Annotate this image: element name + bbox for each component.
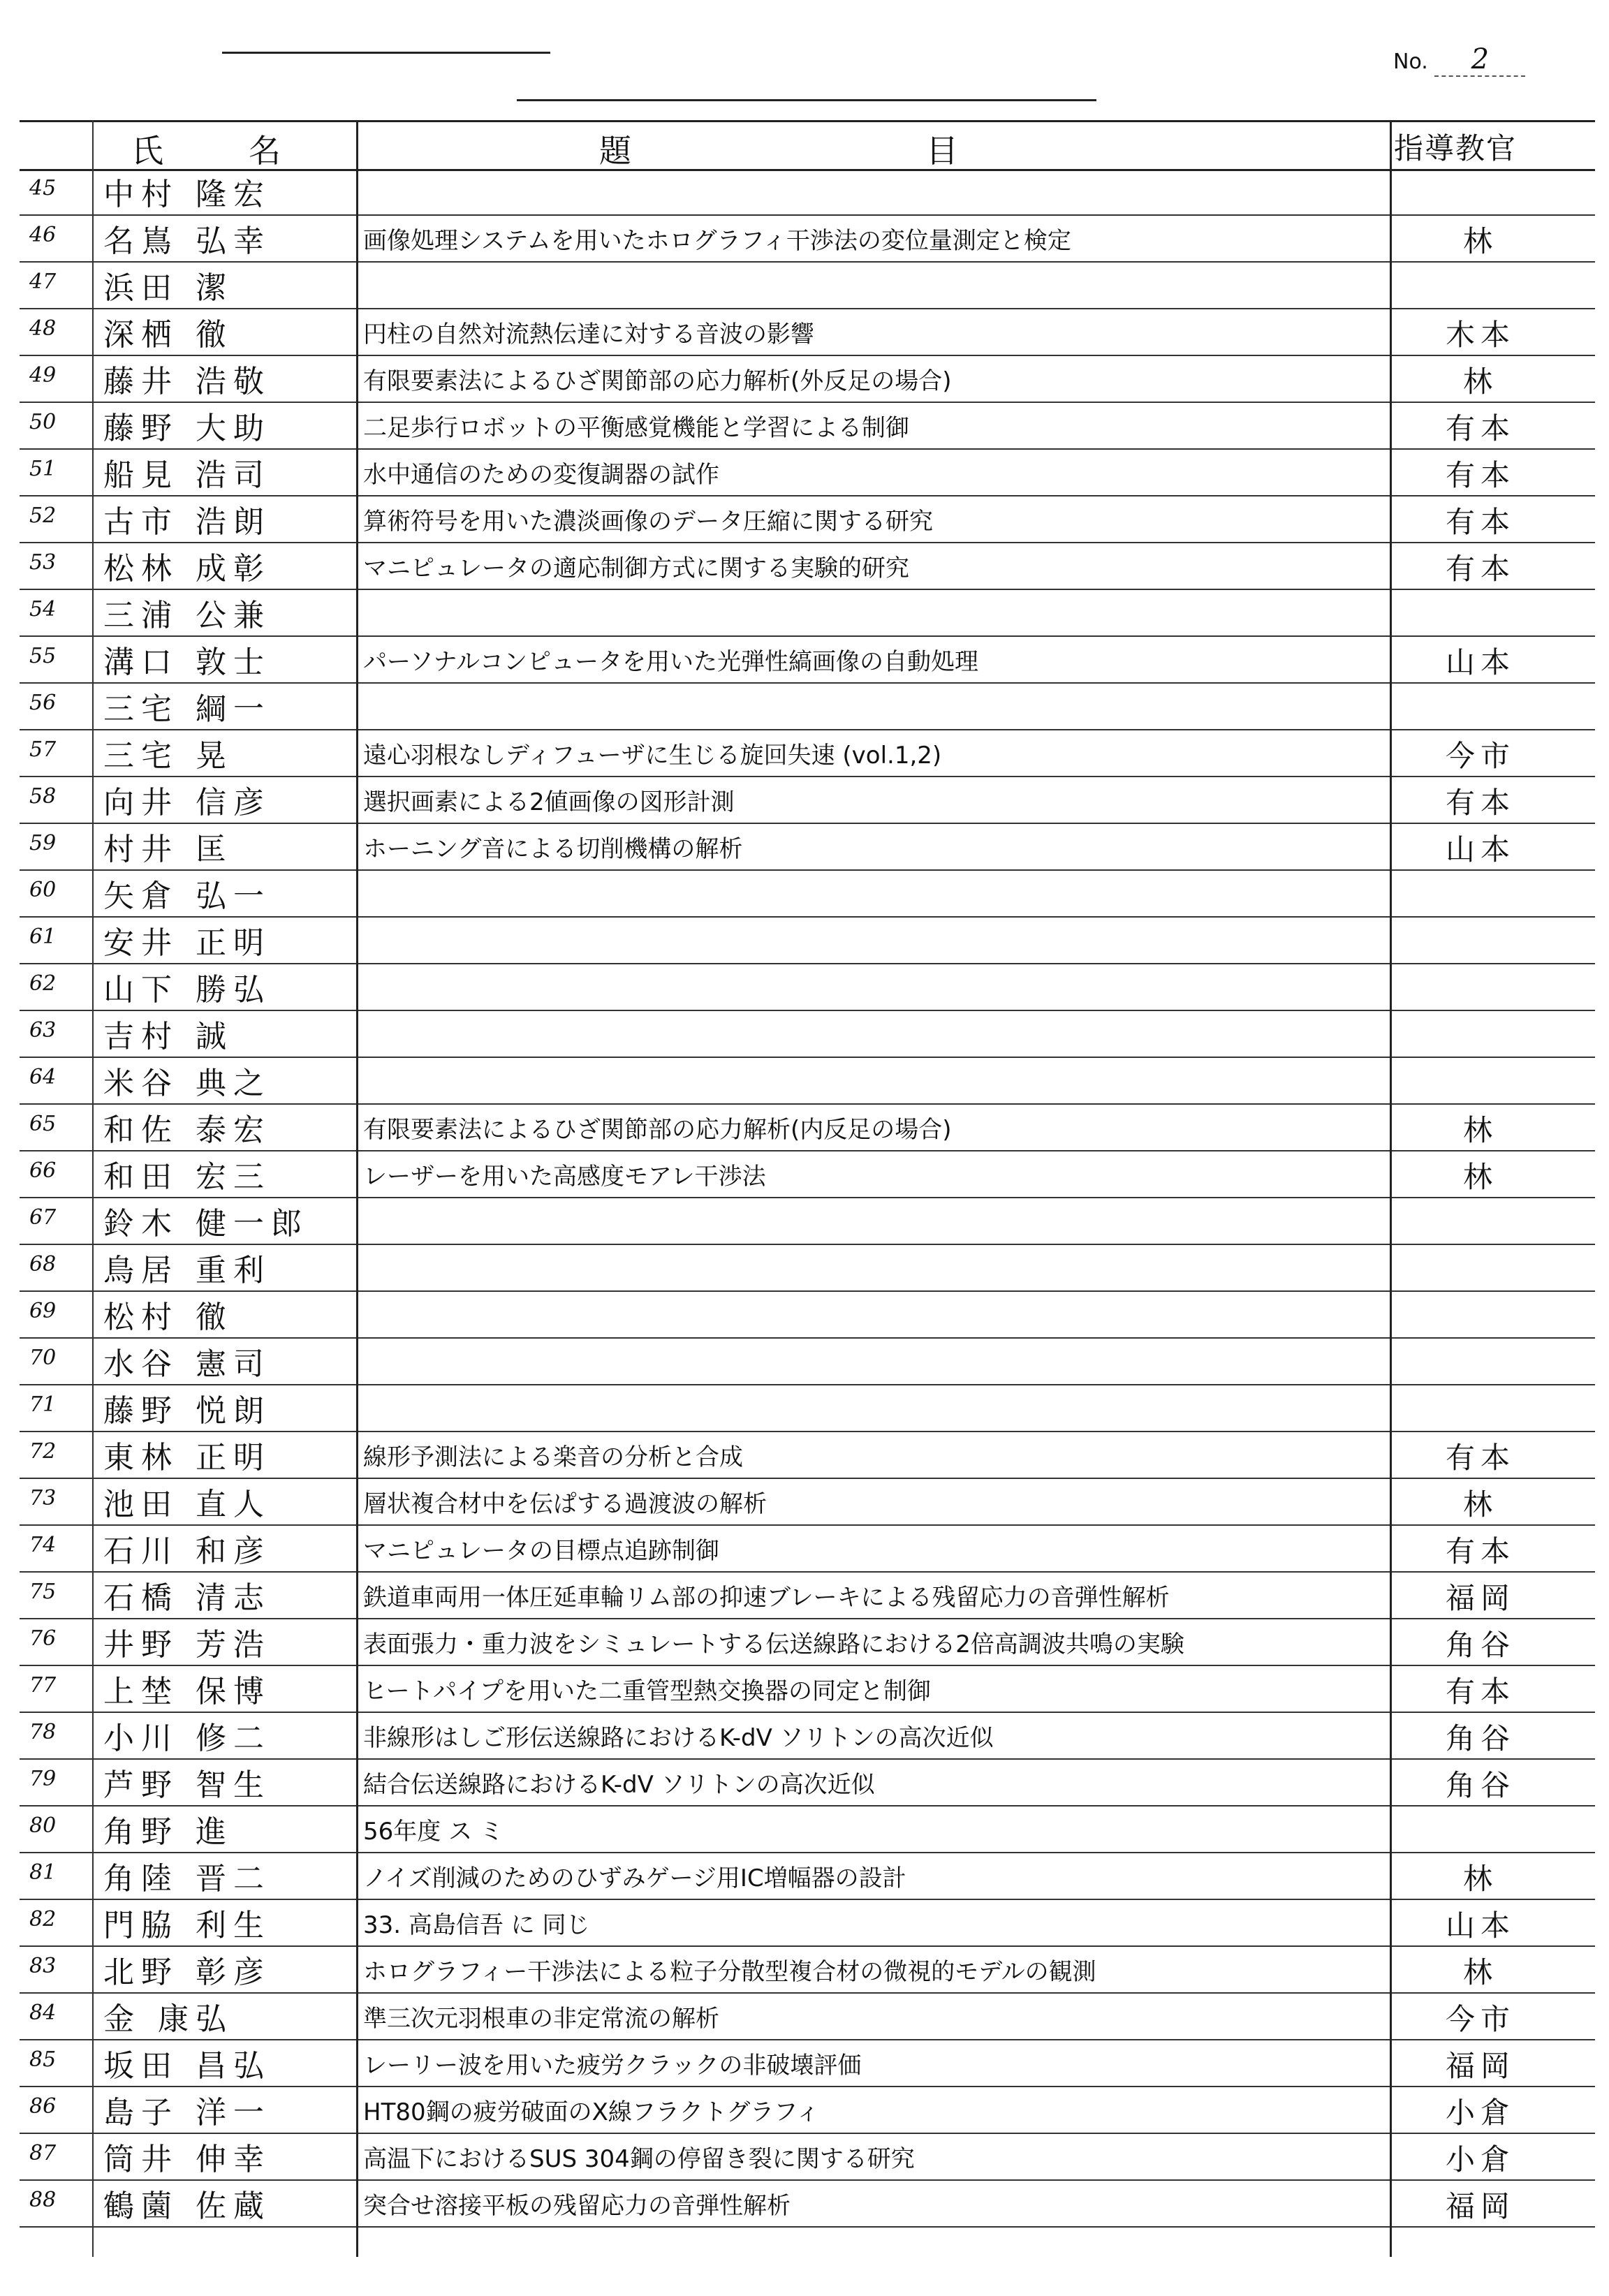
student-name: 北野 彰彦 [103, 1955, 271, 1990]
table-row [20, 356, 1595, 403]
row-number: 56 [29, 691, 57, 715]
row-number: 77 [29, 1673, 57, 1698]
student-name: 米谷 典之 [103, 1066, 271, 1101]
advisor-name: 山本 [1445, 832, 1515, 867]
row-number: 63 [29, 1018, 57, 1043]
student-name: 浜田 潔 [103, 270, 233, 306]
advisor-name: 木本 [1445, 318, 1515, 352]
student-name: 小川 修二 [103, 1721, 271, 1756]
student-name: 向井 信彦 [103, 785, 271, 820]
student-name: 筒井 伸幸 [103, 2142, 271, 2177]
thesis-title: 突合せ溶接平板の残留応力の音弾性解析 [363, 2192, 791, 2220]
thesis-title: 表面張力・重力波をシミュレートする伝送線路における2倍高調波共鳴の実験 [363, 1631, 1184, 1658]
header-title: 題 目 [599, 132, 960, 170]
table-row [20, 871, 1595, 918]
student-name: 和田 宏三 [103, 1159, 271, 1195]
student-name: 名嶌 弘幸 [103, 223, 271, 259]
row-number: 88 [29, 2188, 57, 2212]
row-number: 65 [29, 1112, 57, 1136]
header-name: 氏 名 [131, 132, 282, 170]
row-number: 74 [29, 1533, 57, 1557]
student-name: 池田 直人 [103, 1487, 271, 1522]
column-divider-number [92, 120, 94, 2257]
advisor-name: 有本 [1445, 1441, 1515, 1475]
row-number: 79 [29, 1767, 57, 1791]
student-name: 三宅 晃 [103, 738, 233, 774]
student-name: 山下 勝弘 [103, 972, 271, 1008]
row-number: 46 [29, 223, 57, 247]
thesis-title: 33. 高島信吾 に 同じ [363, 1911, 590, 1939]
row-number: 48 [29, 316, 57, 341]
student-name: 鶴薗 佐蔵 [103, 2188, 271, 2224]
row-number: 86 [29, 2094, 57, 2119]
header-advisor: 指導教官 [1394, 131, 1518, 165]
row-number: 84 [29, 2001, 57, 2025]
student-name: 東林 正明 [103, 1440, 271, 1476]
table-row [20, 1339, 1595, 1385]
student-name: 船見 浩司 [103, 457, 271, 493]
thesis-title: HT80鋼の疲労破面のX線フラクトグラフィ [363, 2098, 820, 2126]
thesis-title: 準三次元羽根車の非定常流の解析 [363, 2005, 719, 2033]
thesis-table [20, 120, 1595, 2257]
table-row [20, 1573, 1595, 1619]
table-row [20, 1385, 1595, 1432]
advisor-name: 有本 [1445, 505, 1515, 539]
row-number: 50 [29, 410, 57, 434]
thesis-title: パーソナルコンピュータを用いた光弾性縞画像の自動処理 [363, 648, 978, 676]
table-row [20, 964, 1595, 1011]
student-name: 門脇 利生 [103, 1908, 271, 1943]
table-row [20, 403, 1595, 450]
table-row [20, 730, 1595, 777]
table-row [20, 216, 1595, 263]
header-rule-left [222, 52, 550, 54]
advisor-name: 福岡 [1445, 1581, 1515, 1615]
table-row [20, 1853, 1595, 1900]
table-row [20, 918, 1595, 964]
row-number: 62 [29, 971, 57, 996]
thesis-title: 円柱の自然対流熱伝達に対する音波の影響 [363, 321, 814, 348]
page-number-value: 2 [1434, 43, 1525, 77]
table-row [20, 637, 1595, 684]
thesis-title: 画像処理システムを用いたホログラフィ干渉法の変位量測定と検定 [363, 227, 1071, 255]
row-number: 66 [29, 1158, 57, 1183]
table-row [20, 1432, 1595, 1479]
student-name: 村井 匡 [103, 832, 233, 867]
student-name: 水谷 憲司 [103, 1346, 271, 1382]
table-row [20, 824, 1595, 871]
thesis-title: ヒートパイプを用いた二重管型熱交換器の同定と制御 [363, 1677, 931, 1705]
advisor-name: 林 [1462, 1113, 1498, 1147]
advisor-name: 山本 [1445, 1908, 1515, 1943]
table-row [20, 1760, 1595, 1806]
table-row [20, 309, 1595, 356]
table-row [20, 1292, 1595, 1339]
row-number: 69 [29, 1299, 57, 1323]
table-row [20, 263, 1595, 309]
row-number: 49 [29, 363, 57, 388]
row-number: 78 [29, 1720, 57, 1744]
thesis-title: 鉄道車両用一体圧延車輪リム部の抑速ブレーキによる残留応力の音弾性解析 [363, 1584, 1170, 1612]
table-row [20, 1479, 1595, 1526]
table-row [20, 1151, 1595, 1198]
thesis-title: 算術符号を用いた濃淡画像のデータ圧縮に関する研究 [363, 508, 933, 536]
table-row [20, 1526, 1595, 1573]
thesis-title: マニピュレータの適応制御方式に関する実験的研究 [363, 554, 909, 582]
advisor-name: 有本 [1445, 1675, 1515, 1709]
row-number: 87 [29, 2141, 57, 2165]
thesis-title: ホーニング音による切削機構の解析 [363, 835, 743, 863]
row-number: 71 [29, 1392, 57, 1417]
table-row [20, 2181, 1595, 2228]
row-number: 61 [29, 925, 57, 949]
row-number: 68 [29, 1252, 57, 1276]
student-name: 三浦 公兼 [103, 598, 271, 633]
table-row [20, 2134, 1595, 2181]
student-name: 藤井 浩敬 [103, 364, 271, 399]
student-name: 溝口 敦士 [103, 645, 271, 680]
student-name: 芦野 智生 [103, 1767, 271, 1803]
table-row [20, 1619, 1595, 1666]
page-number [1393, 43, 1525, 77]
row-number: 51 [29, 457, 57, 481]
advisor-name: 林 [1462, 1955, 1498, 1989]
advisor-name: 有本 [1445, 786, 1515, 820]
student-name: 藤野 大助 [103, 411, 271, 446]
student-name: 鳥居 重利 [103, 1253, 271, 1288]
student-name: 坂田 昌弘 [103, 2048, 271, 2084]
thesis-title: 非線形はしご形伝送線路におけるK-dV ソリトンの高次近似 [363, 1724, 994, 1752]
advisor-name: 林 [1462, 1160, 1498, 1194]
thesis-title: 二足歩行ロボットの平衡感覚機能と学習による制御 [363, 414, 909, 442]
advisor-name: 角谷 [1445, 1721, 1515, 1756]
advisor-name: 福岡 [1445, 2049, 1515, 2083]
row-number: 52 [29, 503, 57, 528]
advisor-name: 山本 [1445, 645, 1515, 679]
row-number: 75 [29, 1580, 57, 1604]
row-number: 57 [29, 737, 57, 762]
row-number: 80 [29, 1813, 57, 1838]
student-name: 吉村 誠 [103, 1019, 233, 1054]
student-name: 藤野 悦朗 [103, 1393, 271, 1429]
thesis-title: レーリー波を用いた疲労クラックの非破壊評価 [363, 2052, 862, 2080]
row-number: 85 [29, 2047, 57, 2072]
thesis-title: 高温下におけるSUS 304鋼の停留き裂に関する研究 [363, 2145, 915, 2173]
table-row [20, 450, 1595, 496]
row-number: 83 [29, 1954, 57, 1978]
student-name: 上埜 保博 [103, 1674, 271, 1709]
table-row [20, 1058, 1595, 1105]
student-name: 島子 洋一 [103, 2095, 271, 2131]
advisor-name: 林 [1462, 365, 1498, 399]
table-row [20, 684, 1595, 730]
row-number: 55 [29, 644, 57, 668]
student-name: 石橋 清志 [103, 1580, 271, 1616]
table-header [20, 120, 1595, 171]
student-name: 和佐 泰宏 [103, 1112, 271, 1148]
table-row [20, 1011, 1595, 1058]
advisor-name: 林 [1462, 1487, 1498, 1522]
thesis-title: 有限要素法によるひざ関節部の応力解析(外反足の場合) [363, 367, 952, 395]
student-name: 角野 進 [103, 1814, 233, 1850]
row-number: 58 [29, 784, 57, 809]
table-row [20, 543, 1595, 590]
student-name: 石川 和彦 [103, 1533, 271, 1569]
thesis-title: ノイズ削減のためのひずみゲージ用IC増幅器の設計 [363, 1864, 906, 1892]
student-name: 金 康弘 [103, 2001, 233, 2037]
table-row [20, 1900, 1595, 1947]
advisor-name: 小倉 [1445, 2142, 1515, 2177]
table-row [20, 2040, 1595, 2087]
row-number: 60 [29, 878, 57, 902]
student-name: 鈴木 健一郎 [103, 1206, 309, 1242]
advisor-name: 有本 [1445, 552, 1515, 586]
row-number: 76 [29, 1626, 57, 1651]
table-row [20, 1105, 1595, 1151]
table-row [20, 169, 1595, 216]
thesis-title: 遠心羽根なしディフューザに生じる旋回失速 (vol.1,2) [363, 742, 942, 770]
row-number: 82 [29, 1907, 57, 1931]
thesis-title: 結合伝送線路におけるK-dV ソリトンの高次近似 [363, 1771, 875, 1799]
student-name: 井野 芳浩 [103, 1627, 271, 1663]
advisor-name: 福岡 [1445, 2189, 1515, 2223]
table-row [20, 1994, 1595, 2040]
advisor-name: 角谷 [1445, 1768, 1515, 1802]
row-number: 73 [29, 1486, 57, 1510]
advisor-name: 今市 [1445, 2002, 1515, 2036]
row-number: 47 [29, 270, 57, 294]
thesis-title: 選択画素による2値画像の図形計測 [363, 788, 735, 816]
column-divider-name [356, 120, 358, 2257]
advisor-name: 角谷 [1445, 1628, 1515, 1662]
page-number-label: No. [1393, 50, 1428, 74]
thesis-title: ホログラフィー干渉法による粒子分散型複合材の微視的モデルの観測 [363, 1958, 1096, 1986]
advisor-name: 林 [1462, 1862, 1498, 1896]
student-name: 矢倉 弘一 [103, 878, 271, 914]
student-name: 松村 徹 [103, 1300, 233, 1335]
row-number: 72 [29, 1439, 57, 1464]
student-name: 古市 浩朗 [103, 504, 271, 540]
row-number: 59 [29, 831, 57, 855]
advisor-name: 今市 [1445, 739, 1515, 773]
table-row [20, 1666, 1595, 1713]
thesis-title: 水中通信のための変復調器の試作 [363, 461, 719, 489]
column-divider-title [1390, 120, 1392, 2257]
student-name: 角陸 晋二 [103, 1861, 271, 1897]
thesis-title: レーザーを用いた高感度モアレ干渉法 [363, 1163, 766, 1191]
table-row [20, 1198, 1595, 1245]
student-name: 深栖 徹 [103, 317, 233, 353]
thesis-title: 56年度 ス ミ [363, 1818, 504, 1846]
row-number: 64 [29, 1065, 57, 1089]
student-name: 松林 成彰 [103, 551, 271, 587]
row-number: 67 [29, 1205, 57, 1230]
student-name: 中村 隆宏 [103, 177, 271, 212]
table-row [20, 1947, 1595, 1994]
advisor-name: 有本 [1445, 458, 1515, 492]
row-number: 81 [29, 1860, 57, 1885]
thesis-title: マニピュレータの目標点追跡制御 [363, 1537, 719, 1565]
advisor-name: 有本 [1445, 411, 1515, 446]
student-name: 三宅 綱一 [103, 691, 271, 727]
thesis-title: 層状複合材中を伝ぱする過渡波の解析 [363, 1490, 767, 1518]
table-row [20, 2087, 1595, 2134]
advisor-name: 小倉 [1445, 2096, 1515, 2130]
row-number: 45 [29, 176, 57, 200]
row-number: 53 [29, 550, 57, 575]
table-row [20, 1245, 1595, 1292]
thesis-title: 有限要素法によるひざ関節部の応力解析(内反足の場合) [363, 1116, 952, 1144]
advisor-name: 林 [1462, 224, 1498, 258]
advisor-name: 有本 [1445, 1534, 1515, 1568]
table-row [20, 1713, 1595, 1760]
table-row [20, 777, 1595, 824]
row-number: 54 [29, 597, 57, 621]
thesis-title: 線形予測法による楽音の分析と合成 [363, 1443, 743, 1471]
student-name: 安井 正明 [103, 925, 271, 961]
row-number: 70 [29, 1346, 57, 1370]
table-row [20, 1806, 1595, 1853]
header-rule-center [517, 99, 1096, 101]
table-row [20, 590, 1595, 637]
table-row [20, 496, 1595, 543]
